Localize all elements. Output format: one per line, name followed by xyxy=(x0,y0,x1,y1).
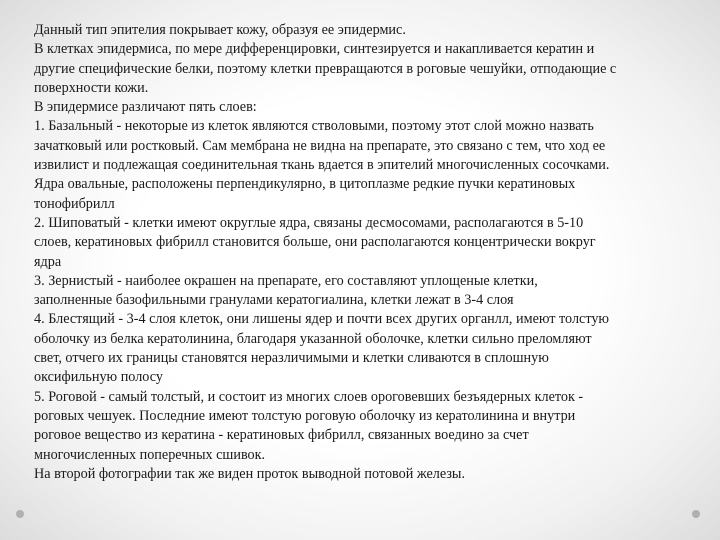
text-line: В клетках эпидермиса, по мере дифференцировки, синтезируется и накапливается кератин и xyxy=(34,41,595,58)
text-line: заполненные базофильными гранулами кератогиалина, клетки лежат в 3-4 слоя xyxy=(34,292,514,309)
slide-text-body xyxy=(34,21,690,484)
text-line: Данный тип эпителия покрывает кожу, образуя ее эпидермис. xyxy=(34,22,406,38)
text-line: В эпидермисе различают пять слоев: xyxy=(34,99,257,116)
text-line: На второй фотографии так же виден проток выводной потовой железы. xyxy=(34,465,466,482)
text-line: 1. Базальный - некоторые из клеток являются стволовыми, поэтому этот слой можно назвать xyxy=(34,118,594,135)
text-line: 4. Блестящий - 3-4 слоя клеток, они лишены ядер и почти всех других органлл, имеют толстую xyxy=(34,311,610,328)
text-line: извилист и подлежащая соединительная ткань вдается в эпителий многочисленных сосочками. xyxy=(34,157,610,174)
text-line: роговых чешуек. Последние имеют толстую роговую оболочку из кератолинина и внутри xyxy=(34,407,576,424)
slide-dot-right-icon xyxy=(692,510,700,518)
text-line: поверхности кожи. xyxy=(34,79,149,96)
text-line: оболочку из белка кератолинина, благодаря указанной оболочке, клетки сильно преломляют xyxy=(34,330,592,347)
text-line: 5. Роговой - самый толстый, и состоит из многих слоев ороговевших безъядерных клеток - xyxy=(34,388,584,405)
text-line: другие специфические белки, поэтому клетки превращаются в роговые чешуйки, отподающие с xyxy=(34,60,617,77)
text-line: многочисленных поперечных сшивок. xyxy=(34,446,266,463)
text-line: 3. Зернистый - наиболее окрашен на препарате, его составляют уплощеные клетки, xyxy=(34,272,538,289)
text-line: роговое вещество из кератина - кератиновых фибрилл, связанных воедино за счет xyxy=(34,427,529,444)
slide-dot-left-icon xyxy=(16,510,24,518)
text-line: тонофибрилл xyxy=(34,195,115,212)
text-line: 2. Шиповатый - клетки имеют округлые ядра, связаны десмосомами, располагаются в 5-10 xyxy=(34,214,584,231)
text-line: ядра xyxy=(34,253,62,270)
text-line: слоев, кератиновых фибрилл становится больше, они располагаются концентрически вокруг xyxy=(34,234,596,251)
text-line: Ядра овальные, расположены перпендикулярно, в цитоплазме редкие пучки кератиновых xyxy=(34,176,576,193)
text-line: свет, отчего их границы становятся неразличимыми и клетки сливаются в сплошную xyxy=(34,350,549,367)
text-line: оксифильную полосу xyxy=(34,369,163,386)
text-line: зачатковый или ростковый. Сам мембрана не видна на препарате, это связано с тем, что ход ее xyxy=(34,137,606,154)
